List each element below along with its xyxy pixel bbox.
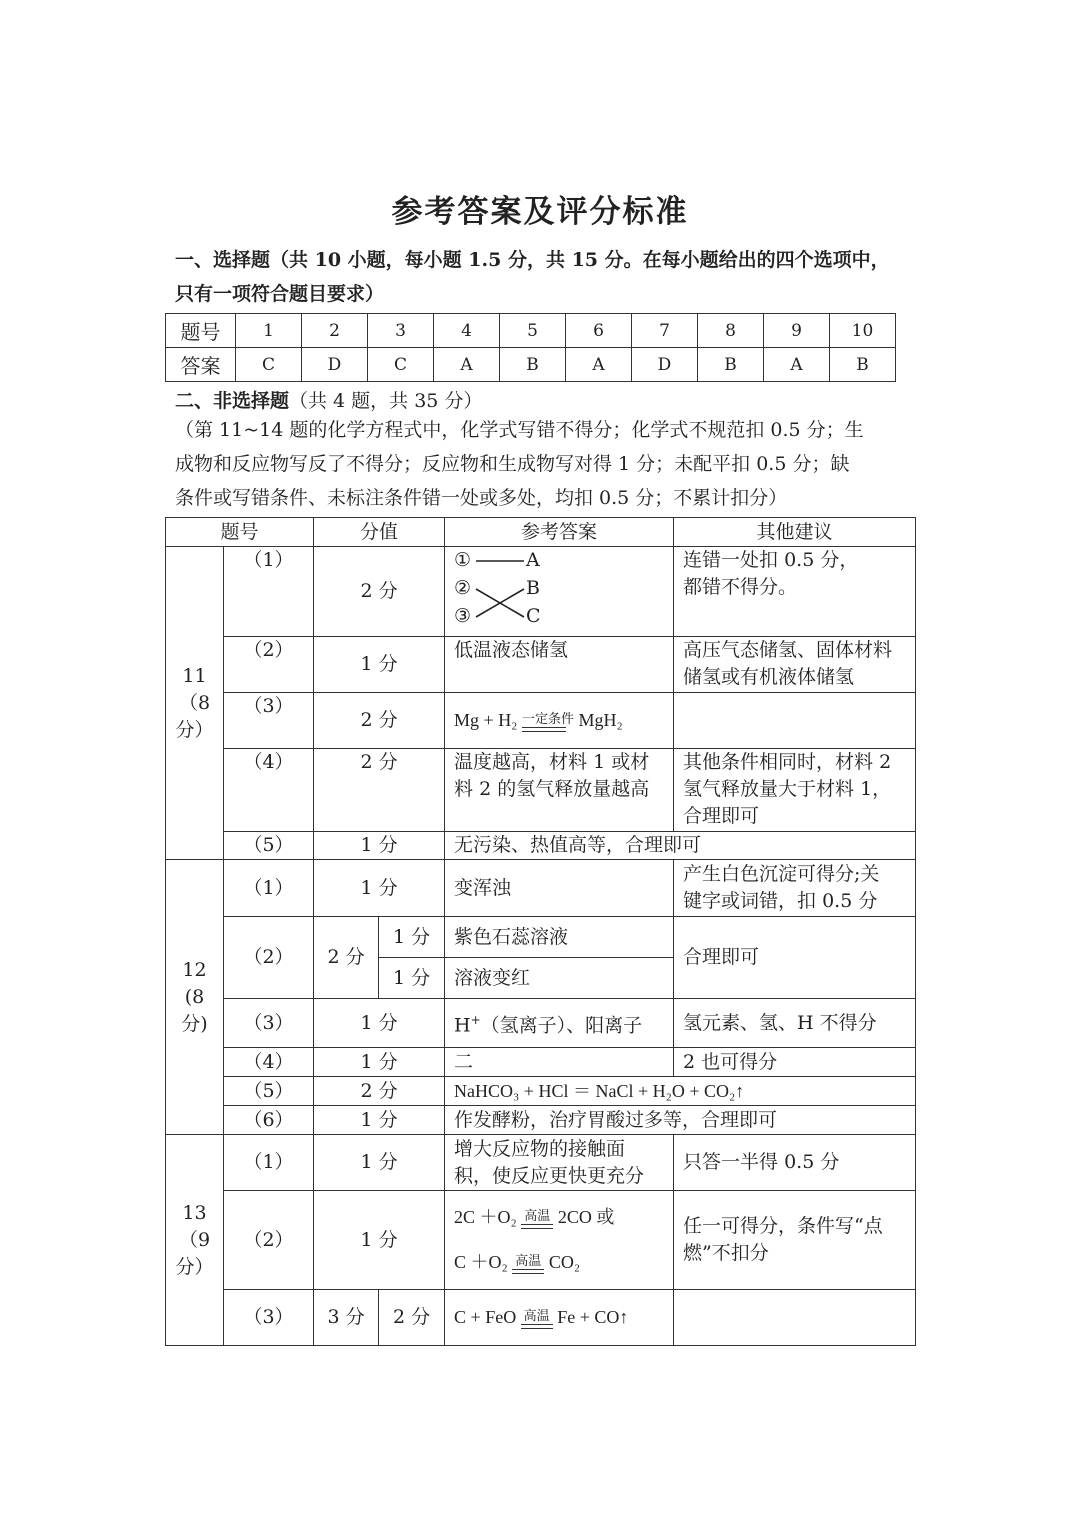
q-number: 12 [182, 958, 207, 981]
advice-line: 都错不得分。 [683, 576, 798, 598]
advice-line: 合理即可 [683, 805, 760, 827]
equation-products: MgH₂ [578, 710, 623, 730]
advice-cell [674, 637, 916, 693]
table-header-row [166, 518, 916, 547]
answer-cell: B [500, 348, 566, 382]
q-points: (8 [184, 985, 205, 1008]
sub-question: （6） [224, 1106, 314, 1135]
score-cell: 1 分 [314, 1048, 445, 1077]
equals-sign [512, 1269, 544, 1274]
table-row [166, 999, 916, 1048]
note-line: 成物和反应物写反了不得分；反应物和生成物写对得 1 分；未配平扣 0.5 分；缺 [175, 453, 850, 475]
advice-cell [674, 1191, 916, 1290]
answer-cell: C [236, 348, 302, 382]
equation-products: CO₂ [548, 1252, 581, 1272]
sub-question: （5） [224, 832, 314, 860]
note-line: 条件或写错条件、未标注条件错一处或多处，均扣 0.5 分；不累计扣分） [175, 487, 788, 509]
score-cell: 1 分 [314, 1191, 445, 1290]
table-row [166, 860, 916, 917]
score-cell: 2 分 [314, 917, 379, 999]
table-row [166, 1290, 916, 1346]
advice-cell [674, 860, 916, 917]
q-points-unit: 分) [181, 1012, 208, 1035]
sub-question: （4） [224, 1048, 314, 1077]
match-right: C [526, 605, 541, 627]
table-row [166, 1191, 916, 1290]
header-advice: 其他建议 [674, 518, 916, 547]
advice-line: 高压气态储氢、固体材料 [683, 639, 893, 661]
reaction-condition [512, 1254, 544, 1274]
answer-cell: 二 [445, 1048, 674, 1077]
answer-cell: C [368, 348, 434, 382]
question-number: 4 [434, 314, 500, 348]
equation-answer: NaHCO₃ + HCl ＝ NaCl + H₂O + CO₂↑ [445, 1077, 916, 1106]
answer-cell: 低温液态储氢 [445, 637, 674, 693]
answer-cell: 变浑浊 [445, 860, 674, 917]
answer-cell: B [830, 348, 896, 382]
question-13-label [166, 1135, 224, 1346]
q-points-unit: 分） [175, 1255, 214, 1278]
answer-cell: 溶液变红 [445, 958, 674, 999]
question-number: 9 [764, 314, 830, 348]
table-row [166, 1077, 916, 1106]
score-cell: 1 分 [314, 1135, 445, 1191]
header-question: 题号 [166, 518, 314, 547]
scoring-note [175, 413, 915, 515]
section2-title: 二、非选择题 [175, 390, 290, 412]
score-cell: 2 分 [314, 547, 445, 637]
answer-cell: D [302, 348, 368, 382]
sub-question: （5） [224, 1077, 314, 1106]
note-line: （第 11~14 题的化学方程式中，化学式写错不得分；化学式不规范扣 0.5 分；生 [175, 419, 864, 441]
advice-line: 任一可得分，条件写“点 [683, 1215, 883, 1237]
answer-cell: A [434, 348, 500, 382]
section1-heading-cont: 只有一项符合题目要求） [175, 283, 385, 305]
table-row [166, 314, 896, 348]
answer-cell [445, 999, 674, 1048]
advice-cell [674, 547, 916, 637]
matching-lines [454, 547, 564, 631]
answer-cell: 紫色石蕊溶液 [445, 917, 674, 958]
sub-question: （1） [224, 547, 314, 637]
equation-answer [445, 693, 674, 749]
sub-question: （4） [224, 749, 314, 832]
score-cell: 1 分 [314, 999, 445, 1048]
sub-question: （3） [224, 1290, 314, 1346]
advice-line: 键字或词错，扣 0.5 分 [683, 890, 878, 912]
table-row [166, 1135, 916, 1191]
advice-cell: 合理即可 [674, 917, 916, 999]
score-cell: 1 分 [314, 1106, 445, 1135]
table-row [166, 749, 916, 832]
header-answer: 参考答案 [445, 518, 674, 547]
question-12-label [166, 860, 224, 1135]
condition-text: 高温 [524, 1207, 551, 1223]
sub-question: （2） [224, 1191, 314, 1290]
sub-question: （1） [224, 1135, 314, 1191]
equation-answer [445, 1290, 674, 1346]
question-number: 3 [368, 314, 434, 348]
advice-line: 其他条件相同时，材料 2 [683, 751, 892, 773]
equals-sign [522, 727, 566, 732]
advice-line: 产生白色沉淀可得分;关 [683, 863, 880, 885]
score-cell: 2 分 [314, 1077, 445, 1106]
equation-reactants: 2C ＋O₂ [454, 1207, 517, 1227]
reaction-condition [521, 1209, 553, 1229]
sub-question: （1） [224, 860, 314, 917]
advice-cell: 氢元素、氢、H 不得分 [674, 999, 916, 1048]
question-number: 7 [632, 314, 698, 348]
score-cell: 1 分 [314, 860, 445, 917]
advice-line: 连错一处扣 0.5 分， [683, 549, 859, 571]
question-number: 5 [500, 314, 566, 348]
page-title: 参考答案及评分标准 [391, 194, 689, 230]
answer-line: 温度越高，材料 1 或材 [454, 751, 650, 773]
q-points: （8 [178, 691, 211, 714]
score-cell: 1 分 [314, 832, 445, 860]
q-points: （9 [178, 1228, 211, 1251]
advice-line: 储氢或有机液体储氢 [683, 666, 855, 688]
table-row [166, 637, 916, 693]
score-cell: 1 分 [314, 637, 445, 693]
condition-text: 一定条件 [521, 710, 574, 726]
answer-cell: A [764, 348, 830, 382]
table-row [166, 1048, 916, 1077]
answer-line: 积，使反应更快更充分 [454, 1164, 645, 1187]
equation-reactants: Mg + H₂ [454, 710, 518, 730]
choice-answer-table [165, 313, 896, 382]
answer-cell: B [698, 348, 764, 382]
answer-cell: D [632, 348, 698, 382]
table-row [166, 1106, 916, 1135]
q-points-unit: 分） [175, 718, 214, 741]
reaction-condition [521, 1309, 553, 1329]
match-left: ③ [454, 605, 472, 627]
match-left: ① [454, 549, 472, 571]
score-cell: 2 分 [314, 693, 445, 749]
sub-question: （3） [224, 999, 314, 1048]
answer-cell: 无污染、热值高等，合理即可 [445, 832, 916, 860]
section1-heading: 一、选择题（共 10 小题，每小题 1.5 分，共 15 分。在每小题给出的四个选项中， [175, 249, 890, 271]
equation-reactants: C + FeO [454, 1307, 517, 1327]
score-cell: 3 分 [314, 1290, 379, 1346]
equation-line [454, 1249, 667, 1276]
answer-line: 料 2 的氢气释放量越高 [454, 778, 650, 800]
answer-cell [445, 1135, 674, 1191]
equation-reactants: C ＋O₂ [454, 1252, 508, 1272]
match-left: ② [454, 577, 472, 599]
q-number: 11 [182, 664, 207, 687]
condition-text: 高温 [523, 1307, 550, 1323]
header-score: 分值 [314, 518, 445, 547]
advice-line: 燃”不扣分 [683, 1242, 769, 1264]
advice-cell: 2 也可得分 [674, 1048, 916, 1077]
sub-question: （2） [224, 637, 314, 693]
advice-cell: 只答一半得 0.5 分 [674, 1135, 916, 1191]
reaction-condition [522, 712, 574, 732]
q-number: 13 [182, 1201, 207, 1224]
sub-score-cell: 2 分 [379, 1290, 445, 1346]
question-number: 2 [302, 314, 368, 348]
question-11-label [166, 547, 224, 860]
answer-text: （氢离子）、阳离子 [480, 1014, 643, 1037]
matching-answer [445, 547, 674, 637]
equation-answer [445, 1191, 674, 1290]
answer-line: 增大反应物的接触面 [454, 1137, 626, 1160]
equals-sign [521, 1224, 553, 1229]
question-number: 8 [698, 314, 764, 348]
answer-cell [445, 749, 674, 832]
equation-products: Fe + CO↑ [557, 1307, 629, 1327]
answer-cell: A [566, 348, 632, 382]
advice-line: 氢气释放量大于材料 1， [683, 778, 892, 800]
answer-cell: 作发酵粉，治疗胃酸过多等，合理即可 [445, 1106, 916, 1135]
section2-points: （共 4 题，共 35 分） [289, 390, 483, 412]
score-cell: 2 分 [314, 749, 445, 832]
row-label: 题号 [166, 314, 236, 348]
sub-score-cell: 1 分 [379, 917, 445, 958]
table-row [166, 348, 896, 382]
sub-question: （2） [224, 917, 314, 999]
table-row [166, 693, 916, 749]
match-right: B [526, 577, 540, 599]
table-row [166, 832, 916, 860]
advice-cell [674, 693, 916, 749]
matching-diagram [454, 547, 564, 631]
question-number: 10 [830, 314, 896, 348]
row-label: 答案 [166, 348, 236, 382]
scoring-table [165, 517, 916, 1346]
match-right: A [526, 549, 540, 571]
ion-symbol: H [454, 1014, 471, 1037]
question-number: 1 [236, 314, 302, 348]
advice-cell [674, 1290, 916, 1346]
advice-cell [674, 749, 916, 832]
condition-text: 高温 [515, 1252, 542, 1268]
sub-score-cell: 1 分 [379, 958, 445, 999]
equation-products: 2CO 或 [557, 1207, 615, 1227]
question-number: 6 [566, 314, 632, 348]
equals-sign [521, 1324, 553, 1329]
ion-charge: + [470, 1012, 481, 1027]
sub-question: （3） [224, 693, 314, 749]
equation-line [454, 1204, 667, 1231]
table-row [166, 547, 916, 637]
table-row [166, 917, 916, 958]
